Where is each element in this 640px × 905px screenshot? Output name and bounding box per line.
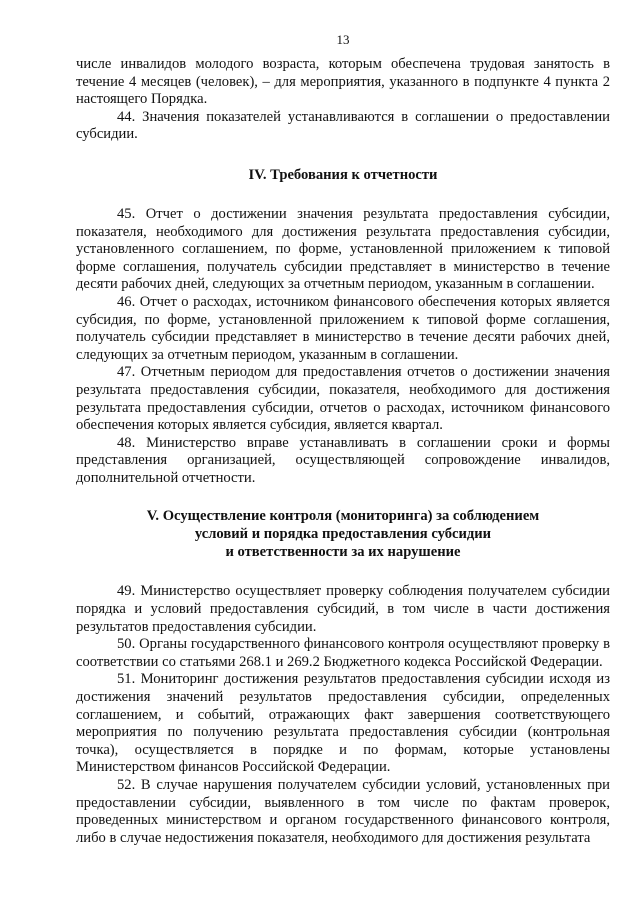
paragraph-48: 48. Министерство вправе устанавливать в соглашении сроки и формы представления организацией, осуществляющей сопровождение инвалидов, дополнительной отчетности. — [76, 434, 610, 486]
section-v-heading-line-3: и ответственности за их нарушение — [225, 544, 461, 561]
paragraph-46: 46. Отчет о расходах, источником финансового обеспечения которых является субсидия, по форме, установленной приложением к типовой форме соглашения, получатель субсидии представляет в министерство в течение десяти рабочих дней, следующих за отчетным периодом, указанным в соглашении. — [76, 293, 610, 363]
paragraph-52: 52. В случае нарушения получателем субсидии условий, установленных при предоставлении субсидии, выявленного в том числе по фактам проверок, проведенных министерством и органом государственного финансового контроля, либо в случае недостижения показателя, необходимого для достижения результата — [76, 777, 610, 846]
paragraph-47: 47. Отчетным периодом для предоставления отчетов о достижении значения результата предоставления субсидии, показателя, необходимого для достижения результата предоставления субсидии, отчетов о расходах, источником финансового обеспечения которых является субсидия, является квартал. — [76, 364, 610, 434]
section-iv-heading: IV. Требования к отчетности — [248, 166, 438, 183]
section-v-heading-line-2: условий и порядка предоставления субсидии — [194, 526, 492, 543]
page-number: 13 — [336, 32, 350, 47]
paragraph-50: 50. Органы государственного финансового контроля осуществляют проверку в соответствии со статьями 268.1 и 269.2 Бюджетного кодекса Российской Федерации. — [76, 636, 610, 670]
paragraph-51: 51. Мониторинг достижения результатов предоставления субсидии исходя из достижения значений результатов предоставления субсидии, определенных соглашением, и событий, отражающих факт завершения соответствующего мероприятия по получению результата предоставления субсидии (контрольная точка), осуществляется в порядке и по формам, которые установлены Министерством финансов Российской Федерации. — [76, 671, 610, 776]
paragraph-45: 45. Отчет о достижении значения результата предоставления субсидии, показателя, необходимого для достижения результата предоставления субсидии, установленного соглашением, по форме, установленной приложением к типовой форме соглашения, получатель субсидии представляет в министерство в течение десяти рабочих дней, следующих за отчетным периодом, указанным в соглашении. — [76, 205, 610, 293]
section-v-heading — [76, 507, 610, 561]
paragraph-49: 49. Министерство осуществляет проверку соблюдения получателем субсидии порядка и условий предоставления субсидий, в том числе в части достижения результатов предоставления субсидии. — [76, 583, 610, 635]
paragraph-continuation: числе инвалидов молодого возраста, которым обеспечена трудовая занятость в течение 4 месяцев (человек), – для мероприятия, указанного в подпункте 4 пункта 2 настоящего Порядка. — [76, 56, 610, 108]
section-v-heading-line-1: V. Осуществление контроля (мониторинга) за соблюдением — [146, 508, 540, 525]
paragraph-44: 44. Значения показателей устанавливаются в соглашении о предоставлении субсидии. — [76, 108, 610, 143]
